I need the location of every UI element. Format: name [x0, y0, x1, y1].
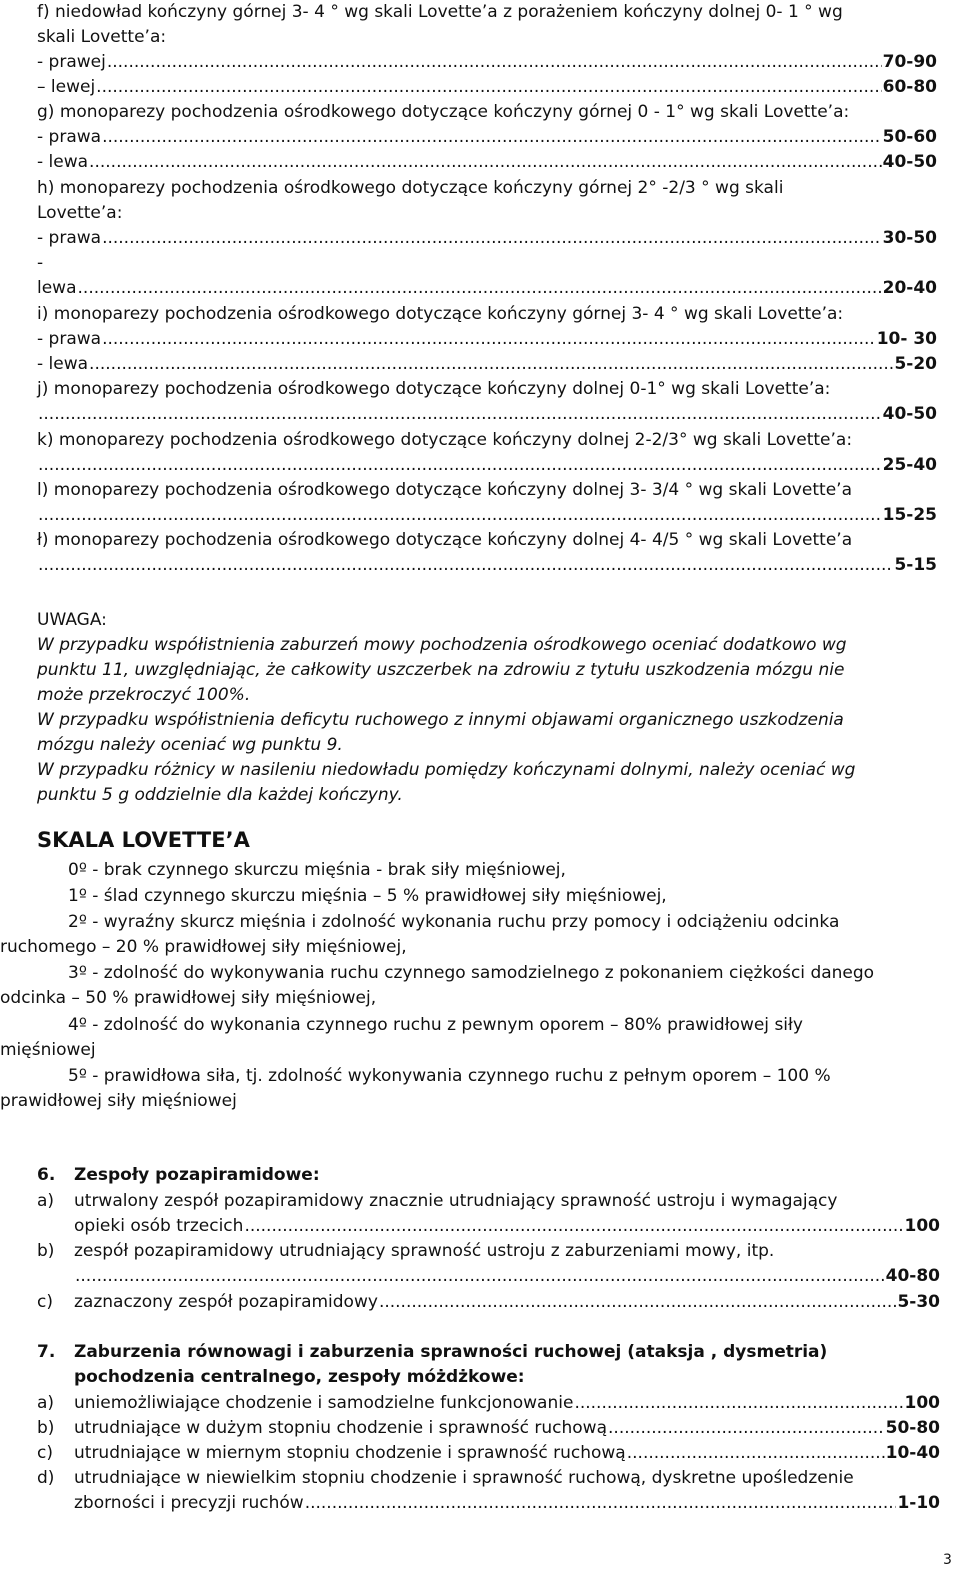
row-label: - prawa — [37, 329, 102, 349]
section-f-title: f) niedowład kończyny górnej 3- 4 ° wg skali Lovette’a z porażeniem kończyny dolnej 0- 1 ° wg — [37, 2, 843, 22]
page-number: 3 — [943, 1552, 952, 1568]
row-value: 5-30 — [897, 1292, 940, 1312]
leader-dots — [244, 1214, 903, 1240]
leader-dots — [574, 1391, 903, 1417]
row-value: 40-50 — [882, 404, 937, 424]
section-k-title: k) monoparezy pochodzenia ośrodkowego dotyczące kończyny dolnej 2-2/3° wg skali Lovette’a: — [37, 430, 853, 450]
uwaga-line: W przypadku współistnienia deficytu ruchowego z innymi objawami organicznego uszkodzenia — [37, 710, 844, 730]
section-7-letter: c) — [37, 1443, 53, 1463]
row-value: 20-40 — [882, 278, 937, 298]
section-k-row — [37, 453, 937, 479]
row-label: uniemożliwiające chodzenie i samodzielne funkcjonowanie — [74, 1393, 574, 1413]
section-6-item-text: utrwalony zespół pozapiramidowy znacznie utrudniający sprawność ustroju i wymagający — [74, 1191, 838, 1211]
section-g-title: g) monoparezy pochodzenia ośrodkowego dotyczące kończyny górnej 0 - 1° wg skali Lovette’a: — [37, 102, 850, 122]
leader-dots — [608, 1416, 885, 1442]
section-l-row — [37, 503, 937, 529]
uwaga-line: W przypadku różnicy w nasileniu niedowładu pomiędzy kończynami dolnymi, należy oceniać wg — [37, 760, 856, 780]
skala-line: mięśniowej — [0, 1040, 96, 1060]
skala-line: 2º - wyraźny skurcz mięśnia i zdolność wykonania ruchu przy pomocy i odciążeniu odcinka — [68, 912, 840, 932]
row-label: - prawa — [37, 228, 102, 248]
uwaga-line: punktu 11, uwzględniając, że całkowity uszczerbek na zdrowiu z tytułu uszkodzenia mózgu nie — [37, 660, 845, 680]
leader-dots — [107, 50, 882, 76]
uwaga-line: może przekroczyć 100%. — [37, 685, 251, 705]
leader-dots — [78, 276, 882, 302]
leader-dots — [102, 327, 876, 353]
section-6-title: Zespoły pozapiramidowe: — [74, 1165, 320, 1185]
row-label: - prawej — [37, 52, 106, 72]
row-value: 5-20 — [894, 354, 937, 374]
section-h-row-right — [37, 226, 937, 252]
row-value: 100 — [904, 1216, 940, 1236]
leader-dots — [102, 226, 882, 252]
skala-line: odcinka – 50 % prawidłowej siły mięśniowej, — [0, 988, 377, 1008]
row-label: opieki osób trzecich — [74, 1216, 244, 1236]
section-6-item-row — [74, 1264, 940, 1290]
section-lstroke-row — [37, 553, 937, 579]
section-7-item-row — [74, 1391, 940, 1417]
leader-dots — [627, 1441, 885, 1467]
leader-dots — [89, 150, 882, 176]
row-label: utrudniające w dużym stopniu chodzenie i sprawność ruchową — [74, 1418, 608, 1438]
section-7-number: 7. — [37, 1342, 56, 1362]
leader-dots — [38, 402, 882, 428]
section-h-row-left — [37, 276, 937, 302]
row-label: lewa — [37, 278, 77, 298]
section-7-letter: d) — [37, 1468, 55, 1488]
section-h-title-cont: Lovette’a: — [37, 203, 123, 223]
leader-dots — [89, 352, 893, 378]
row-value: 15-25 — [882, 505, 937, 525]
row-value: 10- 30 — [876, 329, 937, 349]
section-7-item-row — [74, 1416, 940, 1442]
section-7-item-text: utrudniające w niewielkim stopniu chodzenie i sprawność ruchową, dyskretne upośledzenie — [74, 1468, 854, 1488]
section-h-dash: - — [37, 253, 44, 273]
row-label: - prawa — [37, 127, 102, 147]
skala-line: 5º - prawidłowa siła, tj. zdolność wykonywania czynnego ruchu z pełnym oporem – 100 % — [68, 1066, 831, 1086]
row-label: - lewa — [37, 354, 89, 374]
leader-dots — [96, 75, 881, 101]
section-f-title-cont: skali Lovette’a: — [37, 27, 167, 47]
row-value: 70-90 — [882, 52, 937, 72]
section-lstroke-title: ł) monoparezy pochodzenia ośrodkowego dotyczące kończyny dolnej 4- 4/5 ° wg skali Lovette’a — [37, 530, 853, 550]
section-7-letter: b) — [37, 1418, 55, 1438]
leader-dots — [38, 553, 893, 579]
row-value: 50-60 — [882, 127, 937, 147]
uwaga-label: UWAGA: — [37, 610, 107, 630]
leader-dots — [38, 453, 882, 479]
section-f-row-left — [37, 75, 937, 101]
skala-line: 4º - zdolność do wykonania czynnego ruchu z pewnym oporem – 80% prawidłowej siły — [68, 1015, 803, 1035]
section-7-title: Zaburzenia równowagi i zaburzenia sprawności ruchowej (ataksja , dysmetria) — [74, 1342, 828, 1362]
row-value: 60-80 — [882, 77, 937, 97]
row-value: 30-50 — [882, 228, 937, 248]
leader-dots — [38, 503, 882, 529]
row-value: 40-50 — [882, 152, 937, 172]
section-h-title: h) monoparezy pochodzenia ośrodkowego dotyczące kończyny górnej 2° -2/3 ° wg skali — [37, 178, 784, 198]
row-label: utrudniające w miernym stopniu chodzenie i sprawność ruchową — [74, 1443, 626, 1463]
row-value: 25-40 — [882, 455, 937, 475]
skala-line: ruchomego – 20 % prawidłowej siły mięśniowej, — [0, 937, 407, 957]
section-j-row — [37, 402, 937, 428]
section-f-row-right — [37, 50, 937, 76]
section-6-item-text: zespół pozapiramidowy utrudniający sprawność ustroju z zaburzeniami mowy, itp. — [74, 1241, 775, 1261]
row-label: zborności i precyzji ruchów — [74, 1493, 304, 1513]
row-label: – lewej — [37, 77, 96, 97]
skala-line: 3º - zdolność do wykonywania ruchu czynnego samodzielnego z pokonaniem ciężkości danego — [68, 963, 875, 983]
section-g-row-left — [37, 150, 937, 176]
row-label: zaznaczony zespół pozapiramidowy — [74, 1292, 378, 1312]
section-6-letter: b) — [37, 1241, 55, 1261]
section-6-item-row — [74, 1214, 940, 1240]
section-6-letter: a) — [37, 1191, 55, 1211]
section-7-item-row — [74, 1491, 940, 1517]
section-j-title: j) monoparezy pochodzenia ośrodkowego dotyczące kończyny dolnej 0-1° wg skali Lovette’a: — [37, 379, 831, 399]
section-i-row-right — [37, 327, 937, 353]
row-value: 40-80 — [885, 1266, 940, 1286]
leader-dots — [305, 1491, 897, 1517]
row-label: - lewa — [37, 152, 89, 172]
section-i-title: i) monoparezy pochodzenia ośrodkowego dotyczące kończyny górnej 3- 4 ° wg skali Lovette’a: — [37, 304, 844, 324]
section-7-title-cont: pochodzenia centralnego, zespoły móżdżkowe: — [74, 1367, 525, 1387]
section-6-item-row — [74, 1290, 940, 1316]
row-value: 10-40 — [885, 1443, 940, 1463]
uwaga-line: punktu 5 g oddzielnie dla każdej kończyny. — [37, 785, 403, 805]
skala-line: 0º - brak czynnego skurczu mięśnia - brak siły mięśniowej, — [68, 860, 566, 880]
uwaga-line: W przypadku współistnienia zaburzeń mowy pochodzenia ośrodkowego oceniać dodatkowo wg — [37, 635, 847, 655]
section-6-letter: c) — [37, 1292, 53, 1312]
section-g-row-right — [37, 125, 937, 151]
row-value: 1-10 — [897, 1493, 940, 1513]
uwaga-line: mózgu należy oceniać wg punktu 9. — [37, 735, 343, 755]
skala-line: prawidłowej siły mięśniowej — [0, 1091, 237, 1111]
section-6-number: 6. — [37, 1165, 56, 1185]
row-value: 5-15 — [894, 555, 937, 575]
leader-dots — [75, 1264, 885, 1290]
row-value: 50-80 — [885, 1418, 940, 1438]
section-7-item-row — [74, 1441, 940, 1467]
skala-line: 1º - ślad czynnego skurczu mięśnia – 5 % prawidłowej siły mięśniowej, — [68, 886, 667, 906]
section-l-title: l) monoparezy pochodzenia ośrodkowego dotyczące kończyny dolnej 3- 3/4 ° wg skali Lovette’a — [37, 480, 853, 500]
leader-dots — [379, 1290, 897, 1316]
leader-dots — [102, 125, 882, 151]
skala-heading: SKALA LOVETTE’A — [37, 828, 250, 852]
row-value: 100 — [904, 1393, 940, 1413]
section-7-letter: a) — [37, 1393, 55, 1413]
section-i-row-left — [37, 352, 937, 378]
